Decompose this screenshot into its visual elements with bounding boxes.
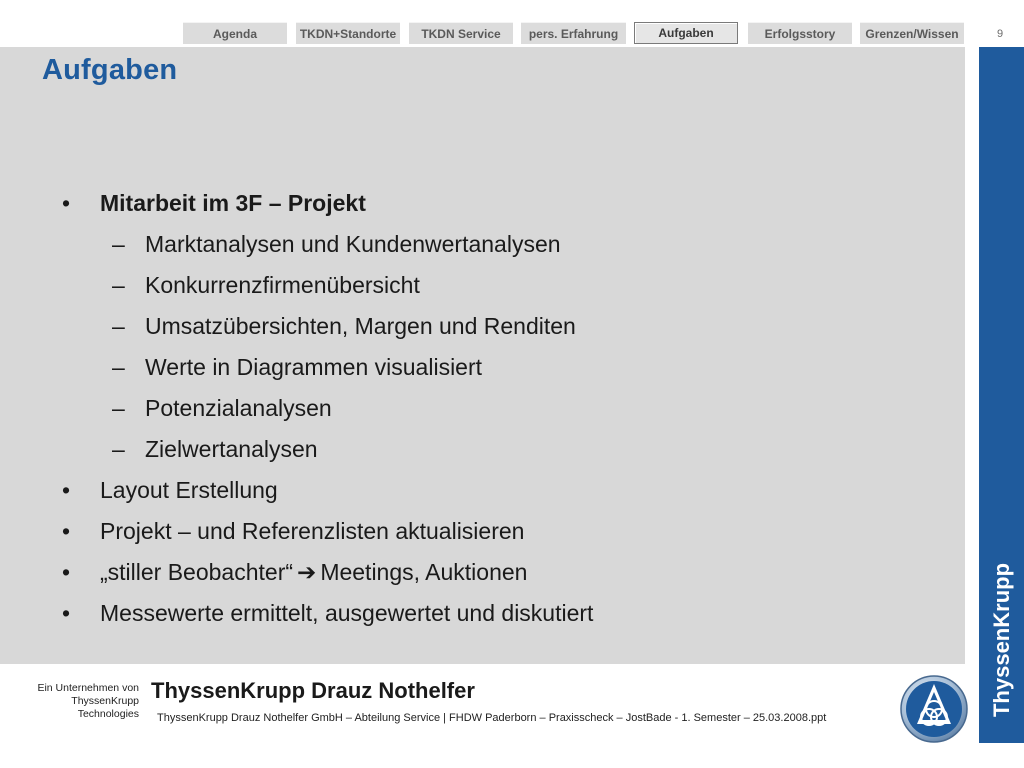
brand-name: ThyssenKrupp <box>988 562 1014 718</box>
top-navigation <box>0 20 1024 46</box>
thyssenkrupp-logo-icon <box>899 674 969 744</box>
footer-info-line: ThyssenKrupp Drauz Nothelfer GmbH – Abteilung Service | FHDW Paderborn – Praxisscheck – JostBade - 1. Semester – 25.03.2008.ppt <box>157 712 827 724</box>
dash-marker: – <box>112 436 125 462</box>
bullet-item <box>60 473 593 514</box>
bullet-text: Mitarbeit im 3F – Projekt <box>100 190 366 216</box>
bullet-marker: • <box>62 190 71 216</box>
sub-bullet-item <box>60 268 593 309</box>
dash-marker: – <box>112 231 125 257</box>
dash-marker: – <box>112 395 125 421</box>
bullet-text: Potenzialanalysen <box>145 395 332 421</box>
bullet-text: „stiller Beobachter“ <box>100 559 294 585</box>
tab-erfolgsstory[interactable]: Erfolgsstory <box>748 22 852 44</box>
sub-bullet-item <box>60 391 593 432</box>
bullet-marker: • <box>62 559 71 585</box>
bullet-text: Marktanalysen und Kundenwertanalysen <box>145 231 561 257</box>
tab-tkdn-standorte[interactable]: TKDN+Standorte <box>296 22 400 44</box>
tab-grenzen-wissen[interactable]: Grenzen/Wissen <box>860 22 964 44</box>
sub-bullet-item <box>60 227 593 268</box>
bullet-text: Layout Erstellung <box>100 477 278 503</box>
tab-aufgaben[interactable]: Aufgaben <box>634 22 738 44</box>
bullet-item <box>60 555 593 596</box>
bullet-item <box>60 596 593 637</box>
bullet-marker: • <box>62 477 71 503</box>
bullet-text: Meetings, Auktionen <box>320 559 528 585</box>
slide-title: Aufgaben <box>42 54 178 86</box>
parent-line: Technologies <box>77 708 139 720</box>
parent-line: ThyssenKrupp <box>71 695 139 707</box>
bullet-text: Messewerte ermittelt, ausgewertet und diskutiert <box>100 600 594 626</box>
dash-marker: – <box>112 313 125 339</box>
bullet-text: Zielwertanalysen <box>145 436 318 462</box>
dash-marker: – <box>112 272 125 298</box>
bullet-text: Konkurrenzfirmenübersicht <box>145 272 420 298</box>
dash-marker: – <box>112 354 125 380</box>
tab-agenda[interactable]: Agenda <box>183 22 287 44</box>
bullet-text: Projekt – und Referenzlisten aktualisieren <box>100 518 525 544</box>
parent-line: Ein Unternehmen von <box>37 682 139 694</box>
bullet-item <box>60 186 593 227</box>
bullet-marker: • <box>62 518 71 544</box>
sub-bullet-item <box>60 309 593 350</box>
sub-bullet-item <box>60 350 593 391</box>
parent-company-note <box>18 682 139 721</box>
bullet-item <box>60 514 593 555</box>
arrow-right-icon: ➔ <box>297 559 317 585</box>
tab-pers-erfahrung[interactable]: pers. Erfahrung <box>521 22 626 44</box>
sub-bullet-item <box>60 432 593 473</box>
bullet-marker: • <box>62 600 71 626</box>
bullet-text: Werte in Diagrammen visualisiert <box>145 354 483 380</box>
bullet-text: Umsatzübersichten, Margen und Renditen <box>145 313 576 339</box>
tab-tkdn-service[interactable]: TKDN Service <box>409 22 513 44</box>
bullet-list <box>60 186 593 637</box>
brand-sidebar <box>979 47 1024 743</box>
page-number: 9 <box>996 28 1004 40</box>
footer-company-name: ThyssenKrupp Drauz Nothelfer <box>151 678 475 703</box>
